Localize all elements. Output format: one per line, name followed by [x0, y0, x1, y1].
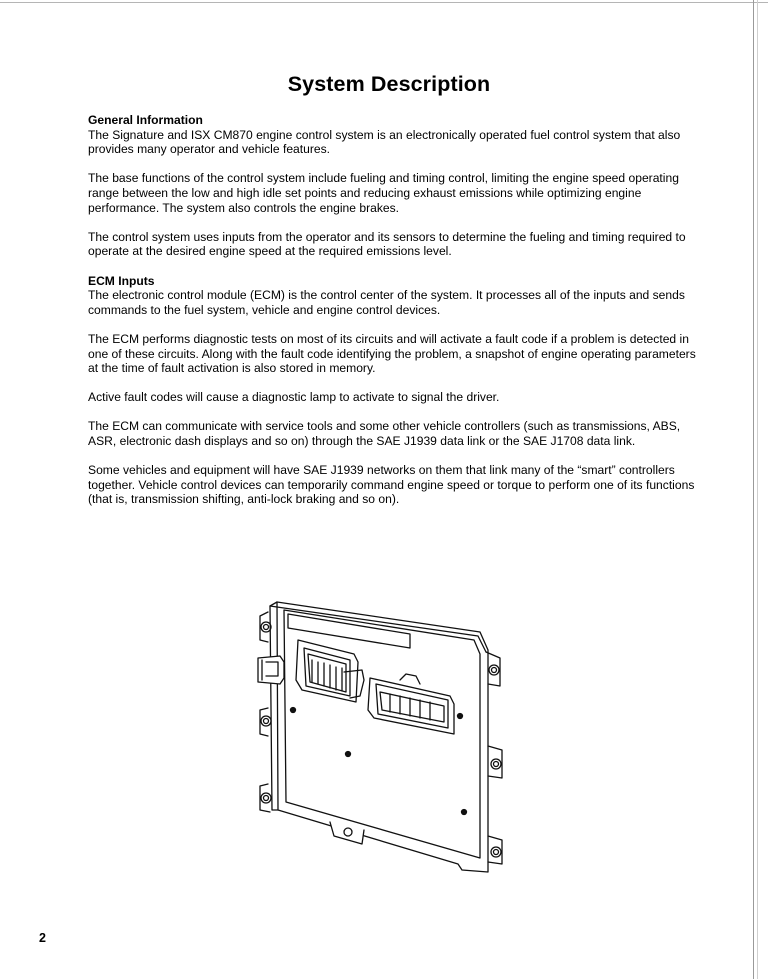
paragraph: The ECM performs diagnostic tests on most of its circuits and will activate a fault code if a problem is detected in one of these circuits. Along with the fault code identifying the problem, a snapshot of engine operating parameters at the time of fault activation is also stored in memory.	[88, 331, 696, 376]
page-edge-shadow	[757, 0, 758, 979]
page-edge-right	[753, 0, 754, 979]
paragraph: The ECM can communicate with service tools and some other vehicle controllers (such as transmissions, ABS, ASR, electronic dash displays and so on) through the SAE J1939 data link or the SAE J1708 data link.	[88, 419, 681, 449]
section-heading-ecm: ECM Inputs	[88, 273, 155, 288]
body-text	[88, 113, 698, 522]
paragraph: Some vehicles and equipment will have SAE J1939 networks on them that link many of the “smart” controllers together. Vehicle control devices can temporarily command engine speed or torque to perform one of its functions (that is, transmission shifting, anti-lock braking and so on).	[88, 463, 695, 507]
paragraph: The electronic control module (ECM) is the control center of the system. It processes all of the inputs and sends commands to the fuel system, vehicle and engine control devices.	[88, 288, 685, 317]
paragraph: The control system uses inputs from the operator and its sensors to determine the fueling and timing required to operate at the desired engine speed at the required emissions level.	[88, 229, 686, 259]
paragraph: Active fault codes will cause a diagnostic lamp to activate to signal the driver.	[88, 390, 500, 405]
page-edge-top	[0, 2, 768, 3]
paragraph: The Signature and ISX CM870 engine control system is an electronically operated fuel control system that also provides many operator and vehicle features.	[88, 127, 681, 157]
page-title: System Description	[287, 72, 491, 96]
ecm-module-illustration-icon	[250, 596, 515, 876]
paragraph: The base functions of the control system include fueling and timing control, limiting the engine speed operating range between the low and high idle set points and reducing exhaust emissions while optimizing engine performance. The system also controls the engine brakes.	[88, 171, 679, 215]
page-number: 2	[39, 931, 46, 945]
section-heading-general: General Information	[88, 113, 203, 127]
